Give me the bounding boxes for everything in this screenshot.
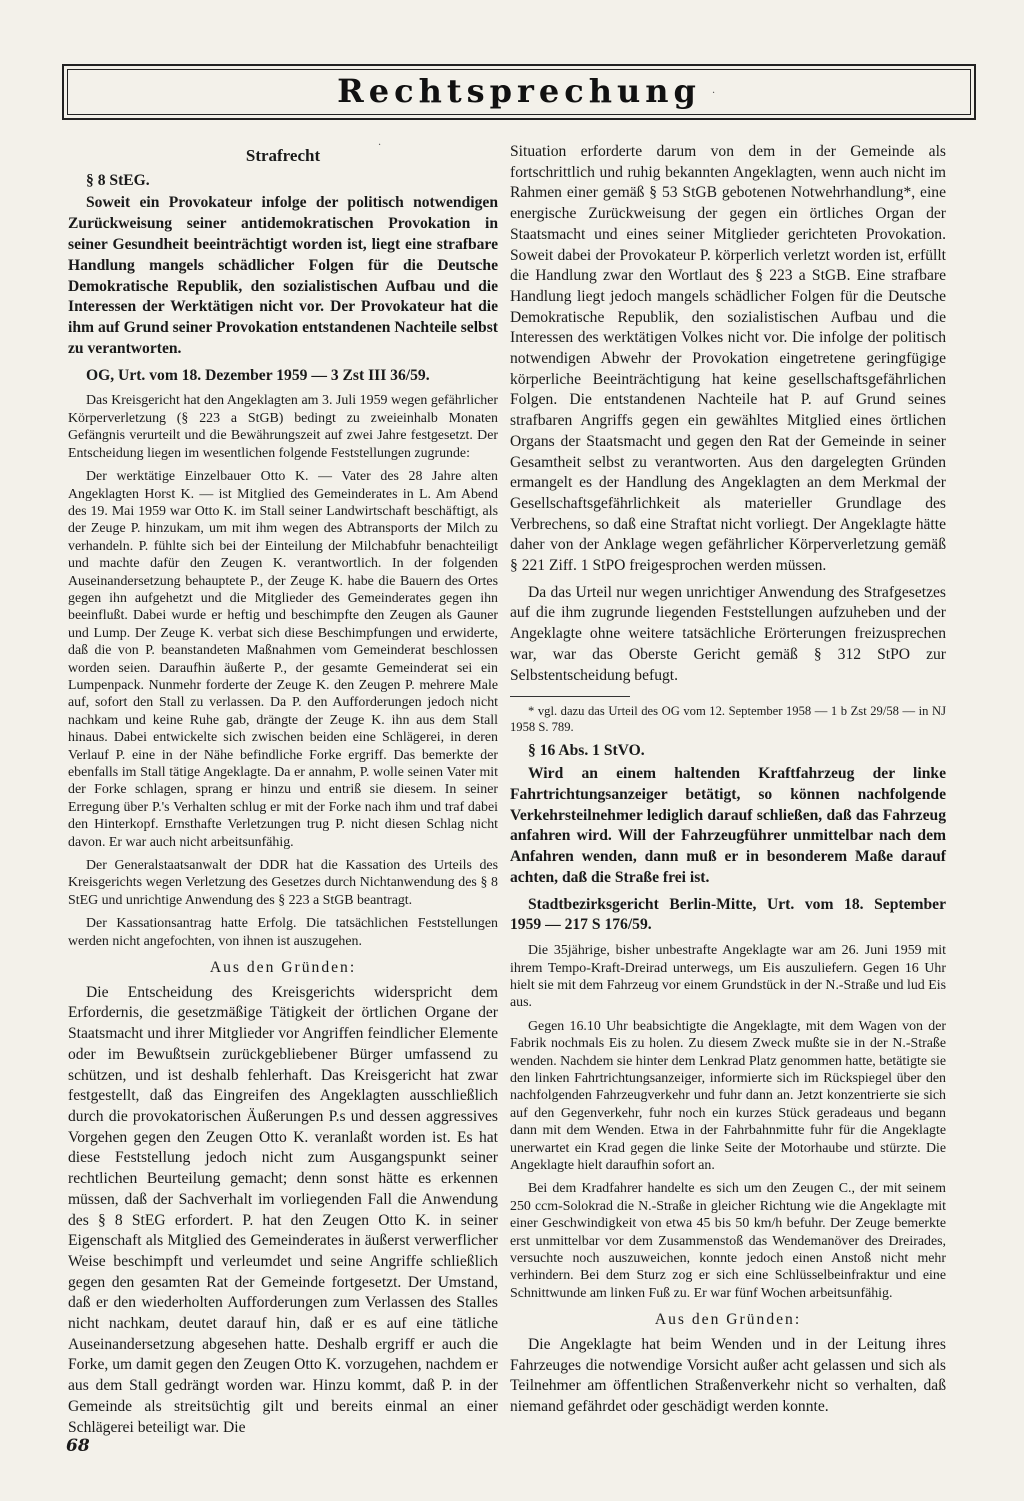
ornament-dot: ·: [712, 88, 716, 99]
case2-facts-paragraph: Bei dem Kradfahrer handelte es sich um den Zeugen C., der mit seinem 250 ccm-Solokrad die N.-Straße in gleicher Richtung wie die Angeklagte mit einer Geschwindigkeit von etwa 45 bis 50 km/h befuhr. Der Zeuge bemerkte erst unmittelbar vor dem Zusammenstoß das Wendemanöver des Dreirades, versuchte noch auszuweichen, konnte jedoch einen Anstoß nicht mehr verhindern. Bei dem Sturz zog er sich eine Schlüsselbeinfraktur und eine Schnittwunde am linken Fuß zu. Er war fünf Wochen arbeitsunfähig.: [510, 1181, 946, 1301]
case1-paragraph-ref: § 8 StEG.: [86, 171, 150, 189]
header-box: [62, 64, 976, 120]
footnote: * vgl. dazu das Urteil des OG vom 12. September 1958 — 1 b Zst 29/58 — in NJ 1958 S. 789.: [510, 704, 946, 735]
case1-reasons-heading: Aus den Gründen:: [209, 959, 357, 977]
case1-facts-paragraph: Der Kassationsantrag hatte Erfolg. Die tatsächlichen Feststellungen werden nicht angefochten, von ihnen ist auszugehen.: [68, 916, 498, 949]
case1-facts-paragraph: Der werktätige Einzelbauer Otto K. — Vater des 28 Jahre alten Angeklagten Horst K. — ist Mitglied des Gemeinderates in L. Am Abend des 19. Mai 1959 war Otto K. im Stall seiner Landwirtschaft beschäftigt, als der Zeuge P. hinzukam, um mit ihm wegen des Abtransports der Milch zu verhandeln. P. fühlte sich bei der Einteilung der Milchabfuhr benachteiligt und machte dafür den Zeugen K. verantwortlich. In der folgenden Auseinandersetzung behauptete P., der Zeuge K. habe die Bauern des Ortes gegen ihn aufgehetzt und die Mitglieder des Gemeinderates gegen ihn beeinflußt. Dabei wurde er heftig und beschimpfte den Zeugen als Gauner und Lump. Der Zeuge K. verbat sich diese Beschimpfungen und erwiderte, daß die von P. beanstandeten Maßnahmen vom Gemeinderat beschlossen worden seien. Daraufhin äußerte P., der gesamte Gemeinderat sei ein Lumpenpack. Nunmehr forderte der Zeuge K. den Zeugen P. mehrere Male auf, sofort den Stall zu verlassen. Da P. den Aufforderungen jedoch nicht nachkam und keine Ruhe gab, drängte der Zeuge K. ihn aus dem Stall hinaus. Dabei entwickelte sich zwischen beiden eine Schlägerei, in deren Verlauf P. eine in der Nähe befindliche Forke ergriff. Das bemerkte der ebenfalls im Stall tätige Angeklagte. Da er annahm, P. wolle seinen Vater mit der Forke schlagen, sprang er hinzu und entriß sie diesem. In seiner Erregung über P.'s Verhalten schlug er mit der Forke nach ihm und traf dabei den Hinterkopf. Ernsthafte Verletzungen trug P. nicht diesen Schlag nicht davon. Er war auch nicht arbeitsunfähig.: [68, 469, 498, 850]
page-title: Rechtsprechung: [337, 72, 701, 110]
case2-leitsatz: Wird an einem haltenden Kraftfahrzeug der linke Fahrtrichtungsanzeiger betätigt, so können nachfolgende Verkehrsteilnehmer lediglich darauf schließen, daß das Fahrzeug anfahren wird. Will der Fahrzeugführer unmittelbar nach dem Anfahren wenden, dann muß er in besonderem Maße darauf achten, daß die Straße frei ist.: [510, 764, 946, 886]
case1-continuation: Da das Urteil nur wegen unrichtiger Anwendung des Strafgesetzes auf die ihm zugrunde liegenden Feststellungen aufzuheben und der Angeklagte ohne weitere tatsächliche Erörterungen freizusprechen war, war das Oberste Gericht gemäß § 312 StPO zur Selbstentscheidung befugt.: [510, 583, 946, 684]
ornament-dot: ·: [378, 140, 382, 151]
case2-court-citation: Stadtbezirksgericht Berlin-Mitte, Urt. vom 18. September 1959 — 217 S 176/59.: [510, 895, 946, 934]
case1-leitsatz: Soweit ein Provokateur infolge der politisch notwendigen Zurückweisung seiner antidemokratischen Provokation in seiner Gesundheit beeinträchtigt worden ist, liegt eine strafbare Handlung mangels schädlicher Folgen für die Deutsche Demokratische Republik, den sozialistischen Aufbau und die Interessen der Werktätigen nicht vor. Der Provokateur hat die ihm auf Grund seiner Provokation entstandenen Nachteile selbst zu verantworten.: [68, 194, 498, 357]
page-number: 68: [66, 1436, 90, 1456]
case1-facts-paragraph: Der Generalstaatsanwalt der DDR hat die Kassation des Urteils des Kreisgerichts wegen Verletzung des Gesetzes durch Nichtanwendung des § 8 StEG und unrichtige Anwendung des § 223 a StGB beantragt.: [68, 858, 498, 908]
section-title: Strafrecht: [245, 146, 321, 165]
case2-paragraph-ref: § 16 Abs. 1 StVO.: [528, 742, 645, 760]
case2-facts-paragraph: Gegen 16.10 Uhr beabsichtigte die Angeklagte, mit dem Wagen von der Fabrik nochmals Eis zu holen. Zu diesem Zweck mußte sie in der N.-Straße wenden. Nachdem sie hinter dem Lenkrad Platz genommen hatte, betätigte sie den linken Fahrtrichtungsanzeiger, informierte sich im Rückspiegel über den nachfolgenden Fahrzeugverkehr und fuhr dann an. Jetzt konzentrierte sie sich auf den Gegenverkehr, fuhr noch ein kurzes Stück geradeaus und begann dann mit dem Wenden. Etwa in der Fahrbahnmitte fuhr für die Angeklagte unerwartet ein Krad gegen die linke Seite der Motorhaube und stürzte. Die Angeklagte hielt daraufhin sofort an.: [510, 1018, 946, 1174]
footnote-rule: [510, 696, 630, 697]
right-column: [510, 142, 946, 1424]
case2-reasons-heading: Aus den Gründen:: [654, 1311, 802, 1329]
left-column: [68, 142, 498, 1444]
case2-reasons-paragraph: Die Angeklagte hat beim Wenden und in der Leitung ihres Fahrzeuges die notwendige Vorsicht außer acht gelassen und sich als Teilnehmer am öffentlichen Straßenverkehr nicht so verhalten, daß niemand gefährdet oder geschädigt werden konnte.: [510, 1336, 946, 1416]
case1-facts-paragraph: Das Kreisgericht hat den Angeklagten am 3. Juli 1959 wegen gefährlicher Körperverletzung (§ 223 a StGB) bedingt zu zweieinhalb Monaten Gefängnis verurteilt und die Bewährungszeit auf zwei Jahre festgesetzt. Der Entscheidung liegen im wesentlichen folgende Feststellungen zugrunde:: [68, 393, 498, 461]
case1-court-citation: OG, Urt. vom 18. Dezember 1959 — 3 Zst III 36/59.: [86, 366, 430, 384]
case1-reasons-paragraph: Die Entscheidung des Kreisgerichts widerspricht dem Erfordernis, die gesetzmäßige Tätigkeit der örtlichen Organe der Staatsmacht und ihrer Mitglieder vor Angriffen feindlicher Elemente oder im Bewußtsein zurückgebliebener Bürger umfassend zu schützen, und ist deshalb fehlerhaft. Das Kreisgericht hat zwar festgestellt, daß das Eingreifen des Angeklagten ausschließlich durch die provokatorischen Äußerungen P.s und dessen aggressives Vorgehen gegen den Zeugen Otto K. veranlaßt worden ist. Es hat diese Feststellung jedoch nicht zum Ausgangspunkt seiner rechtlichen Beurteilung gemacht; denn sonst hätte es erkennen müssen, daß der Sachverhalt im vorliegenden Fall die Anwendung des § 8 StEG erfordert. P. hat den Zeugen Otto K. in seiner Eigenschaft als Mitglied des Gemeinderates in äußerst verwerflicher Weise beschimpft und verleumdet und seine Angriffe schließlich gegen den gesamten Rat der Gemeinde fortgesetzt. Der Umstand, daß er den wiederholten Aufforderungen zum Verlassen des Stalles nicht nachkam, deutet darauf hin, daß er es auf eine tätliche Auseinandersetzung abgesehen hatte. Deshalb ergriff er auch die Forke, um damit gegen den Zeugen Otto K. vorzugehen, nachdem er aus dem Stall gedrängt worden war. Hinzu kommt, daß P. in der Gemeinde als streitsüchtig gilt und bereits einmal an einer Schlägerei beteiligt war. Die: [68, 983, 498, 1436]
case1-continuation: Situation erforderte darum von dem in der Gemeinde als fortschrittlich und ruhig bekannten Angeklagten, wenn auch nicht im Rahmen einer gemäß § 53 StGB gebotenen Notwehrhandlung*, eine energische Zurückweisung der gegen ein örtliches Organ der Staatsmacht und eines seiner Mitglieder gerichteten Provokation. Soweit dabei der Provokateur P. körperlich verletzt worden ist, erfüllt die Handlung zwar den Wortlaut des § 223 a StGB. Eine strafbare Handlung liegt jedoch mangels schädlicher Folgen für die Deutsche Demokratische Republik, den sozialistischen Aufbau und die Interessen des werktätigen Volkes nicht vor. Die infolge der politisch notwendigen Abwehr der Provokation eingetretene geringfügige körperliche Beeinträchtigung hat keine gesellschaftsgefährlichen Folgen. Die entstandenen Nachteile hat P. auf Grund seines strafbaren Angriffs gegen ein gewähltes Mitglied eines örtlichen Organs der Staatsmacht und gegen den Rat der Gemeinde in seiner Gesamtheit selbst zu verantworten. Aus den dargelegten Gründen ermangelt es der Handlung des Angeklagten an dem Merkmal der Gesellschaftsgefährlichkeit als materieller Grundlage des Verbrechens, so daß eine Straftat nicht vorliegt. Der Angeklagte hätte daher von der Anklage wegen gefährlicher Körperverletzung gemäß § 221 Ziff. 1 StPO freigesprochen werden müssen.: [510, 143, 946, 575]
case2-facts-paragraph: Die 35jährige, bisher unbestrafte Angeklagte war am 26. Juni 1959 mit ihrem Tempo-Kraft-Dreirad unterwegs, um Eis auszuliefern. Gegen 16 Uhr hielt sie mit dem Fahrzeug vor einem Grundstück in der N.-Straße und lud Eis aus.: [510, 943, 946, 1011]
